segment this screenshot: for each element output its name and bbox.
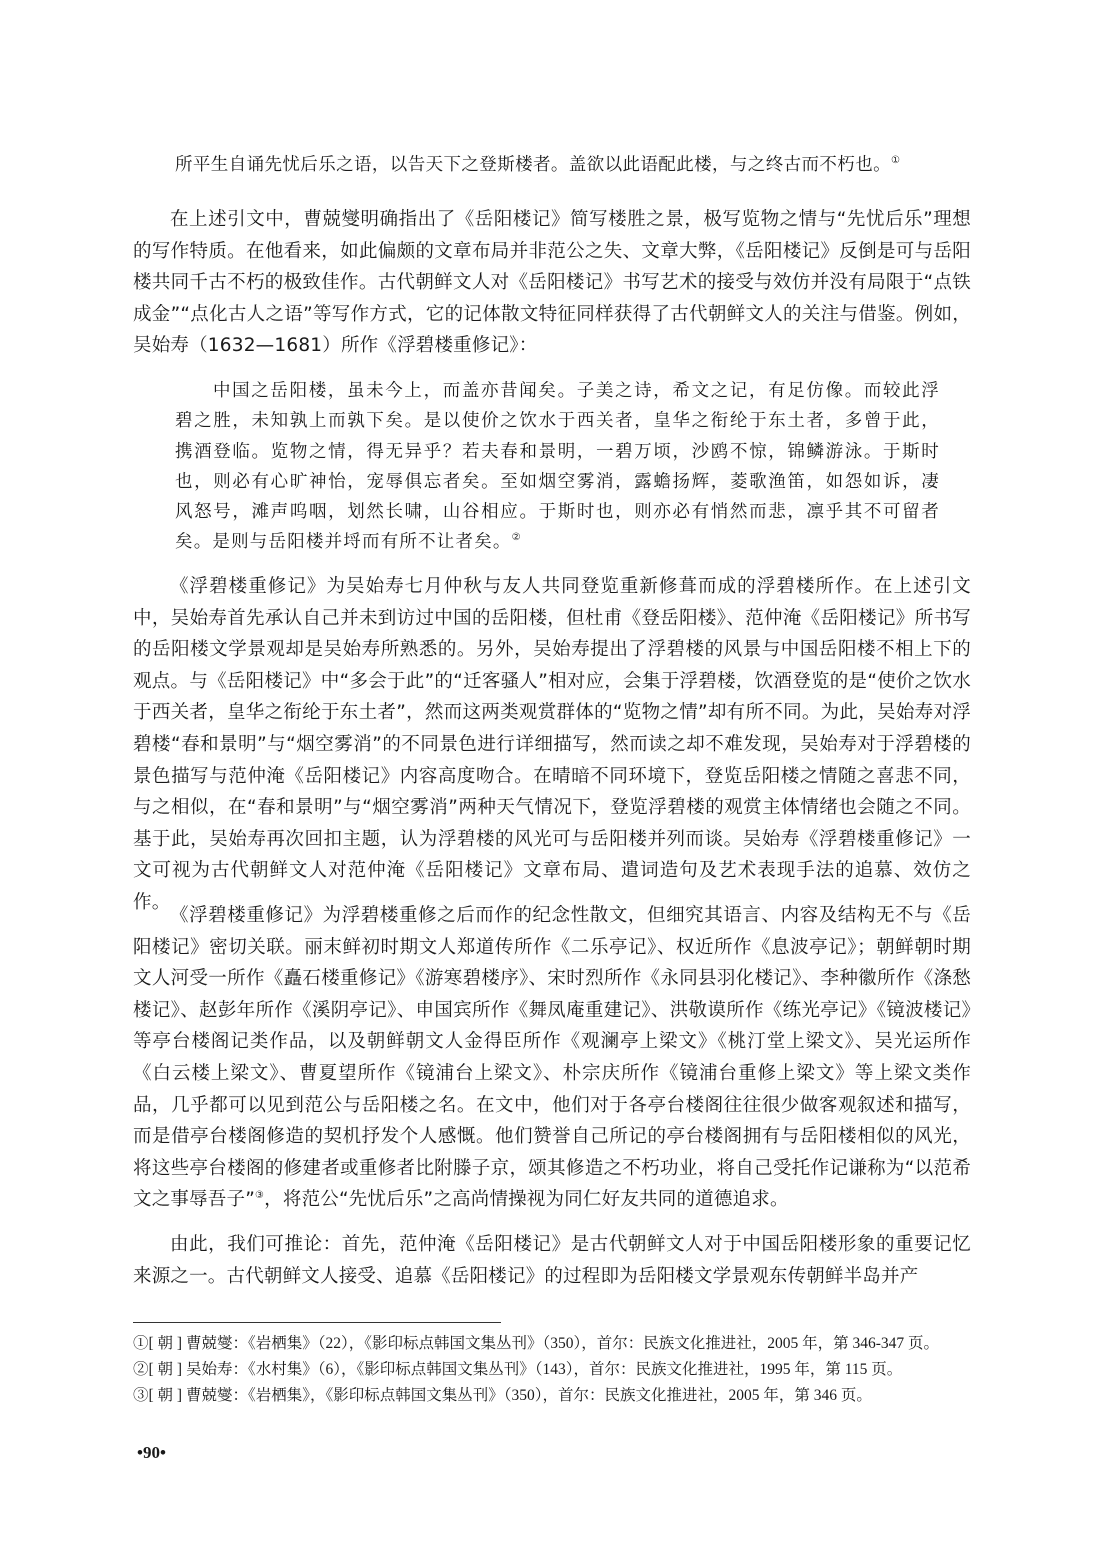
paragraph-1: 在上述引文中，曹兢燮明确指出了《岳阳楼记》简写楼胜之景，极写览物之情与“先忧后乐”理想的写作特质。在他看来，如此偏颇的文章布局并非范公之失、文章大弊，《岳阳楼记》反倒是可与岳阳楼共同千古不朽的极致佳作。古代朝鲜文人对《岳阳楼记》书写艺术的接受与效仿并没有局限于“点铁成金”“点化古人之语”等写作方式，它的记体散文特征同样获得了古代朝鲜文人的关注与借鉴。例如，吴始寿（1632—1681）所作《浮碧楼重修记》： xyxy=(133,209,971,357)
page-number: •90• xyxy=(137,1443,166,1462)
top-quote xyxy=(175,152,975,178)
footnote-mark-1: ① xyxy=(891,155,901,167)
footnote-1: ①[ 朝 ] 曹兢燮：《岩栖集》（22），《影印标点韩国文集丛刊》（350），首尔：民族文化推进社，2005 年，第 346-347 页。 xyxy=(133,1335,939,1352)
footnote-mark-2: ② xyxy=(511,532,522,544)
paragraph-4: 由此，我们可推论：首先，范仲淹《岳阳楼记》是古代朝鲜文人对于中国岳阳楼形象的重要记忆来源之一。古代朝鲜文人接受、追慕《岳阳楼记》的过程即为岳阳楼文学景观东传朝鲜半岛并产 xyxy=(133,1234,971,1287)
block-quote xyxy=(175,376,940,558)
footnote-mark-3: ③ xyxy=(255,1190,265,1202)
footnote-divider xyxy=(133,1322,501,1323)
paragraph-2: 《浮碧楼重修记》为吴始寿七月仲秋与友人共同登览重新修葺而成的浮碧楼所作。在上述引文中，吴始寿首先承认自己并未到访过中国的岳阳楼，但杜甫《登岳阳楼》、范仲淹《岳阳楼记》所书写的岳阳楼文学景观却是吴始寿所熟悉的。另外，吴始寿提出了浮碧楼的风景与中国岳阳楼不相上下的观点。与《岳阳楼记》中“多会于此”的“迁客骚人”相对应，会集于浮碧楼，饮酒登览的是“使价之饮水于西关者，皇华之衔纶于东土者”，然而这两类观赏群体的“览物之情”却有所不同。为此，吴始寿对浮碧楼“春和景明”与“烟空雾消”的不同景色进行详细描写，然而读之却不难发现，吴始寿对于浮碧楼的景色描写与范仲淹《岳阳楼记》内容高度吻合。在晴暗不同环境下，登览岳阳楼之情随之喜悲不同，与之相似，在“春和景明”与“烟空雾消”两种天气情况下，登览浮碧楼的观赏主体情绪也会随之不同。基于此，吴始寿再次回扣主题，认为浮碧楼的风光可与岳阳楼并列而谈。吴始寿《浮碧楼重修记》一文可视为古代朝鲜文人对范仲淹《岳阳楼记》文章布局、遣词造句及艺术表现手法的追慕、效仿之作。 xyxy=(133,576,971,913)
paragraph-3 xyxy=(133,900,971,1216)
block-quote-text: 中国之岳阳楼，虽未今上，而盖亦昔闻矣。子美之诗，希文之记，有足仿像。而较此浮碧之胜，未知孰上而孰下矣。是以使价之饮水于西关者，皇华之衔纶于东土者，多曾于此，携酒登临。览物之情，得无异乎？若夫春和景明，一碧万顷，沙鸥不惊，锦鳞游泳。于斯时也，则必有心旷神怡，宠辱俱忘者矣。至如烟空雾消，露蟾扬辉，菱歌渔笛，如怨如诉，凄风怒号，滩声呜咽，划然长啸，山谷相应。于斯时也，则亦必有悄然而悲，凛乎其不可留者矣。是则与岳阳楼并埒而有所不让者矣。 xyxy=(175,381,940,553)
paragraph-3-main: 《浮碧楼重修记》为浮碧楼重修之后而作的纪念性散文，但细究其语言、内容及结构无不与《岳阳楼记》密切关联。丽末鲜初时期文人郑道传所作《二乐亭记》、权近所作《息波亭记》；朝鲜朝时期文人河受一所作《矗石楼重修记》《游寒碧楼序》、宋时烈所作《永同县羽化楼记》、李种徽所作《涤愁楼记》、赵彭年所作《溪阴亭记》、申国宾所作《舞凤庵重建记》、洪敬谟所作《练光亭记》《镜波楼记》等亭台楼阁记类作品，以及朝鲜朝文人金得臣所作《观澜亭上梁文》《桃汀堂上梁文》、吴光运所作《白云楼上梁文》、曹夏望所作《镜浦台上梁文》、朴宗庆所作《镜浦台重修上梁文》等上梁文类作品，几乎都可以见到范公与岳阳楼之名。在文中，他们对于各亭台楼阁往往很少做客观叙述和描写，而是借亭台楼阁修造的契机抒发个人感慨。他们赞誉自己所记的亭台楼阁拥有与岳阳楼相似的风光，将这些亭台楼阁的修建者或重修者比附滕子京，颂其修造之不朽功业，将自己受托作记谦称为“以范希文之事辱吾子” xyxy=(133,905,971,1211)
footnotes xyxy=(133,1331,983,1409)
footnote-2: ②[ 朝 ] 吴始寿：《水村集》（6），《影印标点韩国文集丛刊》（143），首尔：民族文化推进社，1995 年，第 115 页。 xyxy=(133,1361,903,1378)
top-quote-text: 所平生自诵先忧后乐之语，以告天下之登斯楼者。盖欲以此语配此楼，与之终古而不朽也。 xyxy=(175,155,891,175)
footnote-3: ③[ 朝 ] 曹兢燮：《岩栖集》，《影印标点韩国文集丛刊》（350），首尔：民族文化推进社，2005 年，第 346 页。 xyxy=(133,1387,872,1404)
paragraph-3-tail: ，将范公“先忧后乐”之高尚情操视为同仁好友共同的道德追求。 xyxy=(264,1189,789,1211)
